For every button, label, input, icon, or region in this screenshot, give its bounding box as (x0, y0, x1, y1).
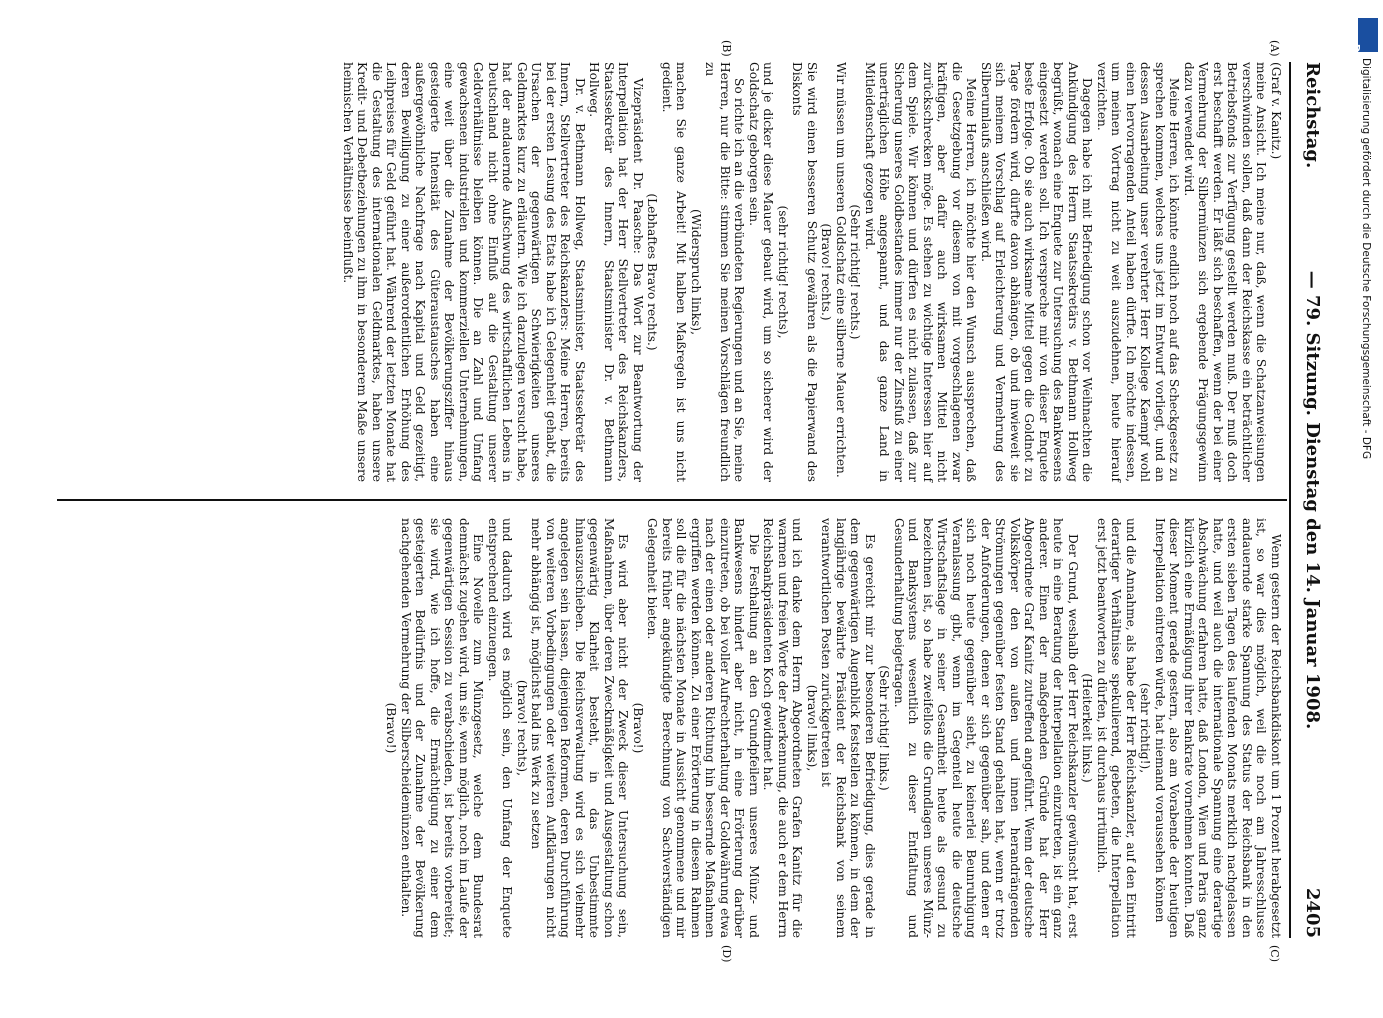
paragraph: Wenn gestern der Reichsbankdiskont um 1 Prozent herabgesetzt ist, so war dies möglich, weil die noch am Jahresschlusse andauernde starke Spannung des Status der Reichsbank in den ersten sieben Tagen des laufenden Monats merklich nachgelassen hatte, und weil auch die internationale Spannung eine derartige Abschwächung erfahren hatte, daß London, Wien und Paris ganz kürzlich eine Ermäßigung ihrer Bankrate vornehmen konnten. Daß dieser Moment gerade gestern, also am Vorabende der heutigen Interpellation eintreten würde, hat niemand voraussehen können (1153, 518, 1283, 938)
left-column (341, 62, 1284, 482)
credit-text: Digitalisierung gefördert durch die Deutsche Forschungsgemeinschaft - DFG (1360, 58, 1372, 460)
paragraph: (bravo! rechts), (515, 679, 529, 777)
margin-marker-a: (A) (1268, 40, 1281, 57)
paragraph: Sie wird einen besseren Schutz gewähren als die Papierwand des Diskonts (790, 62, 819, 482)
paragraph: und die Annahme, als habe der Herr Reichskanzler, auf den Eintritt derartiger Verhältnisse spekulierend, gebeten, die Interpellation erst jetzt beantworten zu dürfen, ist durchaus irrtümlich. (1095, 518, 1138, 938)
paragraph: Wir müssen um unseren Goldschatz eine silberne Mauer errichten. (834, 62, 848, 478)
header-title: — 79. Sitzung. Dienstag den 14. Januar 1908. (1302, 270, 1323, 730)
paragraph: meine Ansicht. Ich meine nur, daß, wenn die Schatzanweisungen verschwinden sollen, daß dann der Reichskasse ein beträchtlicher Betriebsfonds zur Verfügung gestellt werden muß. Der muß doch erst beschafft werden. Er läßt sich beschaffen, wenn der bei einer Vermehrung der Silbermünzen sich ergebende Prägungsgewinn dazu verwendet wird. (1182, 62, 1269, 482)
paragraph: Meine Herren, ich könnte endlich noch auf das Scheckgesetz zu sprechen kommen, welches uns jetzt im Entwurf vorliegt, und an dessen Ausarbeitung unser verehrter Herr Kollege Kaempf wohl einen hervorragenden Anteil haben dürfte. Ich möchte indessen, um meinen Vortrag nicht zu weit auszudehnen, heute hierauf verzichten. (1095, 62, 1182, 482)
paragraph: (Sehr richtig! links.) (877, 665, 892, 791)
column-divider (57, 499, 1287, 501)
paragraph: So richte ich an die verbündeten Regierungen und an Sie, meine Herren, nur die Bitte: stimmen Sie meinen Vorschlägen freundlich zu (703, 62, 747, 482)
paragraph: (Graf v. Kanitz.) (1269, 62, 1283, 160)
paragraph: machen Sie ganze Arbeit! Mit halben Maßregeln ist uns nicht gedient. (660, 62, 689, 482)
paragraph: Vizepräsident Dr. Paasche: Das Wort zur Beantwortung der Interpellation hat der Herr Stellvertreter des Reichskanzlers, Staatssekretär des Innern, Staatsminister Dr. v. Bethmann Hollweg. (587, 62, 645, 482)
page-header (1297, 62, 1323, 938)
paragraph: Die Festhaltung an den Grundpfeilern unseres Münz- und Bankwesens hindert aber nicht, in eine Erörterung darüber einzutreten, ob bei voller Aufrechterhaltung der Goldwährung etwa nach der einen oder anderen Richtung hin bessernde Maßnahmen ergriffen werden können. Zu einer Erörterung in diesem Rahmen soll die für die nächsten Monate in Aussicht genommene und mir bereits früher angekündigte Berechnung von Sachverständigen Gelegenheit bieten. (645, 518, 761, 938)
margin-marker-b: (B) (720, 40, 733, 57)
paragraph: Es wird aber nicht der Zweck dieser Untersuchung sein, Maßnahmen, über deren Zweckmäßigkeit und Ausgestaltung schon gegenwärtig Klarheit besteht, in das Unbestimmte hinauszuschieben. Die Reichsverwaltung wird es sich vielmehr angelegen sein lassen, diejenigen Reformen, deren Durchführung von weiteren Vorbedingungen oder weiteren Aufklärungen nicht mehr abhängig ist, möglichst bald ins Werk zu setzen (529, 518, 631, 938)
paragraph: (Bravo!) (631, 702, 645, 754)
paragraph: (Sehr richtig! rechts.) (848, 204, 863, 340)
paragraph: (Lebhaftes Bravo rechts.) (645, 193, 660, 351)
dfg-logo: DFG (1358, 18, 1378, 52)
paragraph: und ich danke dem Herrn Abgeordneten Grafen Kanitz für die warmen und freien Worte der Anerkennung, die auch er dem Herrn Reichsbankpräsidenten Koch gewidmet hat. (761, 518, 805, 938)
paragraph: Der Grund, weshalb der Herr Reichskanzler gewünscht hat, erst heute in eine Beratung der Interpellation einzutreten, ist ein ganz anderer. Einen der maßgebenden Gründe hat der Herr Abgeordnete Graf Kanitz zutreffend angeführt. Wenn der deutsche Volkskörper den von außen und innen herandrängenden Strömungen gegenüber festen Stand gehalten hat, wenn er trotz der Anforderungen, denen er sich gegenüber sah, und denen er sich noch heute gegenüber sieht, zu keinerlei Beunruhigung Veranlassung gibt, wenn im Gegenteil heute die deutsche Wirtschaftslage in seiner Gesamtheit heute als gesund zu bezeichnen ist, so habe zweifellos die Grundlagen unseres Münz- und Banksystems wesentlich zu dieser Entfaltung und Gesunderhaltung beigetragen. (892, 518, 1080, 938)
margin-marker-d: (D) (720, 945, 733, 963)
paragraph: Es gereicht mir zur besonderen Befriedigung, dies gerade in dem gegenwärtigen Augenblick feststellen zu können, in dem der langjährige bewährte Präsident der Reichsbank von seinem verantwortlichen Posten zurückgetreten ist (819, 518, 877, 938)
paragraph: (Widerspruch links), (689, 209, 703, 335)
paragraph: Eine Novelle zum Münzgesetz, welche dem Bundesrat demnächst zugehen wird, um sie, wenn möglich, noch im Laufe der gegenwärtigen Session zu verabschieden, ist bereits vorbereitet; sie wird, wie ich hoffe, die Ermächtigung zu einer dem gesteigerten Bedürfnis und der Zunahme der Bevölkerung nachgehenden Vermehrung der Silberscheidemünzen enthalten. (399, 518, 486, 938)
paragraph: (Heiterkeit links.) (1080, 673, 1095, 783)
digitization-credit (1350, 18, 1378, 978)
header-rule (1289, 62, 1291, 938)
paragraph: (bravo! links), (805, 684, 819, 772)
margin-marker-c: (C) (1268, 945, 1281, 962)
paragraph: (Bravo! rechts.) (819, 223, 834, 321)
page-number: 2405 (1302, 887, 1323, 938)
paragraph: Meine Herren, ich möchte hier den Wunsch aussprechen, daß die Gesetzgebung vor diesem von mit vorgeschlagenen zwar kräftigen, aber dafür auch wirksamen Mittel nicht zurückschrecken möge. Es stehen zu wichtige Interessen hier auf dem Spiele. Wir können und dürfen es nicht zulassen, daß zur Sicherung unseres Goldbestandes immer nur der Zinsfuß zu einer unerträglichen Höhe angespannt, und das ganze Land in Mitleidenschaft gezogen wird. (863, 62, 979, 482)
right-column (384, 518, 1283, 938)
paragraph: und dadurch wird es möglich sein, den Umfang der Enquete entsprechend einzuengen. (486, 518, 515, 938)
paragraph: Dagegen habe ich mit Befriedigung schon vor Weihnachten die Ankündigung des Herrn Staatssekretärs v. Bethmann Hollweg begrüßt, wonach eine Enquete zur Untersuchung des Bankwesens eingesetzt werden soll. Ich verspreche mir von dieser Enquete beste Erfolge. Ob sie auch wirksame Mittel gegen die Goldnot zu Tage fördern wird, dürfte davon abhängen, ob und inwieweit sie sich meinem Vorschlag auf Erleichterung und Vermehrung des Silberumlaufs anschließen wird. (979, 62, 1095, 482)
paragraph: (sehr richtig!), (1138, 682, 1153, 774)
paragraph: und je dicker diese Mauer gebaut wird, um so sicherer wird der Goldschatz geborgen sein. (747, 62, 776, 482)
paragraph: (sehr richtig! rechts), (776, 205, 790, 339)
header-left: Reichstag. (1302, 62, 1323, 169)
paragraph: (Bravo!) (384, 702, 399, 754)
paragraph: Dr. v. Bethmann Hollweg, Staatsminister, Staatssekretär des Innern, Stellvertreter des Reichskanzlers: Meine Herren, bereits bei der ersten Lesung des Etats habe ich Gelegenheit gehabt, die Ursachen der gegenwärtigen Schwierigkeiten unseres Geldmarktes kurz zu erläutern. Wie ich darzulegen versucht habe, hat der andauernde Aufschwung des wirtschaftlichen Lebens in Deutschland nicht ohne Einfluß auf die Gestaltung unserer Geldverhältnisse bleiben können. Die an Zahl und Umfang gewachsenen industriellen und kommerziellen Unternehmungen, eine weit über die Zunahme der Bevölkerungsziffer hinaus gesteigerte Intensität des Güteraustausches haben eine außergewöhnliche Nachfrage nach Kapital und Geld gezeitigt, deren Bewilligung zu einer außerordentlichen Erhöhung des Leihpreises für Geld geführt hat. Während der letzten Monate hat die Gestaltung des internationalen Geldmarktes, haben unsere Kredit- und Debetbeziehungen zu ihm in besonderem Maße unsere heimischen Verhältnisse beeinflußt. (341, 62, 587, 482)
